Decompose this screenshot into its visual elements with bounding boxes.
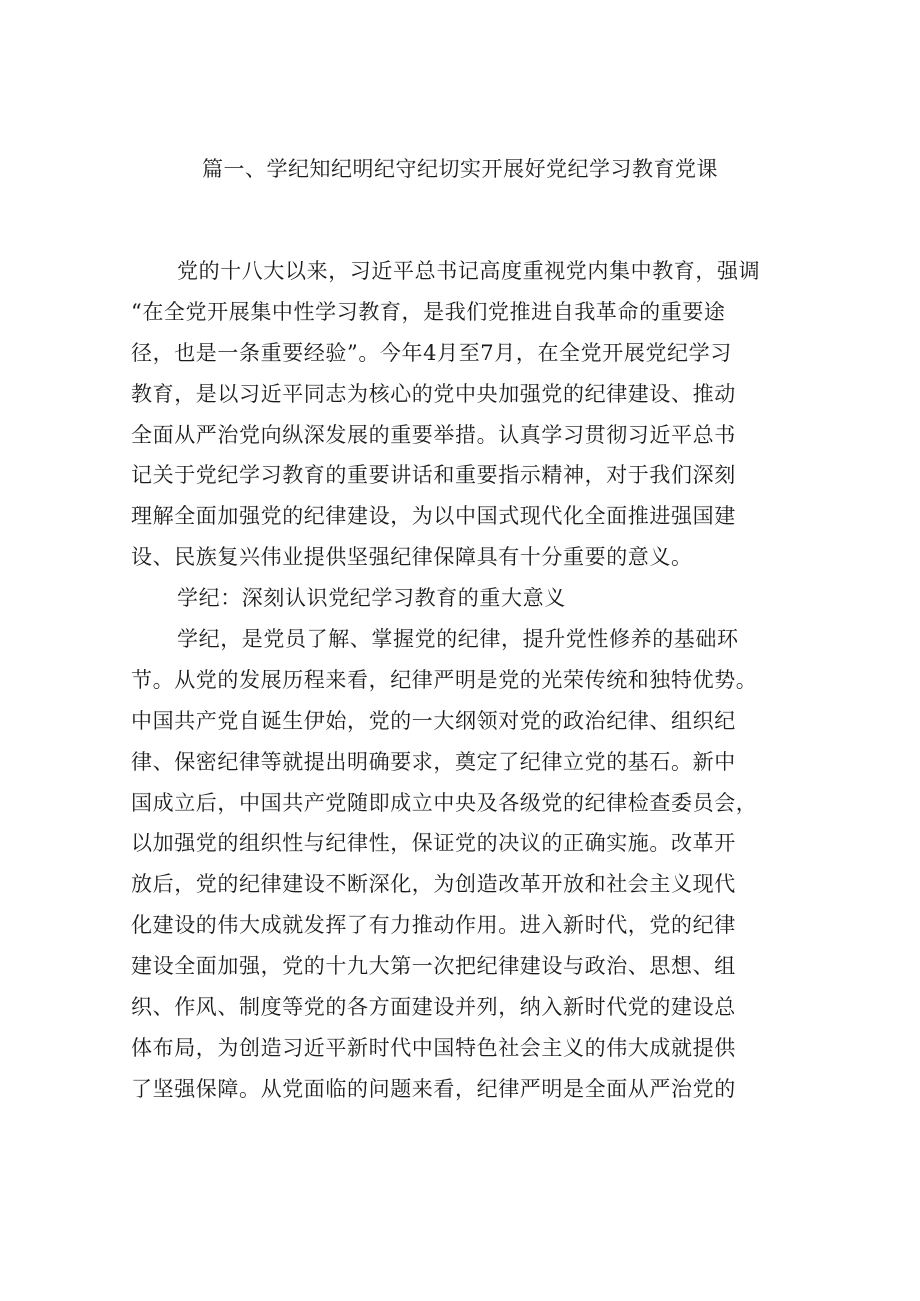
- paragraph-line: 建设全面加强，党的十九大第一次把纪律建设与政治、思想、组: [131, 954, 736, 979]
- paragraph-line: 节。从党的发展历程来看，纪律严明是党的光荣传统和独特优势。: [131, 667, 758, 692]
- paragraph-line: 了坚强保障。从党面临的问题来看，纪律严明是全面从严治党的: [131, 1076, 736, 1101]
- paragraph-line: 化建设的伟大成就发挥了有力推动作用。进入新时代，党的纪律: [131, 913, 736, 938]
- paragraph-line: 体布局，为创造习近平新时代中国特色社会主义的伟大成就提供: [131, 1035, 736, 1060]
- paragraph-line: 放后，党的纪律建设不断深化，为创造改革开放和社会主义现代: [131, 872, 736, 897]
- paragraph-line: 学纪，是党员了解、掌握党的纪律，提升党性修养的基础环: [177, 627, 739, 652]
- paragraph-line: 律、保密纪律等就提出明确要求，奠定了纪律立党的基石。新中: [131, 749, 736, 774]
- paragraph-line: 全面从严治党向纵深发展的重要举措。认真学习贯彻习近平总书: [131, 422, 736, 447]
- paragraph-line: 织、作风、制度等党的各方面建设并列，纳入新时代党的建设总: [131, 995, 736, 1020]
- paragraph-line: 中国共产党自诞生伊始，党的一大纲领对党的政治纪律、组织纪: [131, 708, 736, 733]
- paragraph-line: 径，也是一条重要经验”。今年4月至7月，在全党开展党纪学习: [131, 340, 732, 365]
- paragraph-line: 国成立后，中国共产党随即成立中央及各级党的纪律检查委员会，: [131, 790, 758, 815]
- paragraph-line: 教育，是以习近平同志为核心的党中央加强党的纪律建设、推动: [131, 381, 736, 406]
- section-heading: 学纪：深刻认识党纪学习教育的重大意义: [177, 586, 566, 611]
- paragraph-line: “在全党开展集中性学习教育，是我们党推进自我革命的重要途: [131, 299, 726, 324]
- paragraph-line: 以加强党的组织性与纪律性，保证党的决议的正确实施。改革开: [131, 831, 736, 856]
- document-title: 篇一、学纪知纪明纪守纪切实开展好党纪学习教育党课: [202, 157, 718, 181]
- paragraph-line: 记关于党纪学习教育的重要讲话和重要指示精神，对于我们深刻: [131, 463, 736, 488]
- paragraph-line: 理解全面加强党的纪律建设，为以中国式现代化全面推进强国建: [131, 504, 736, 529]
- paragraph-line: 设、民族复兴伟业提供坚强纪律保障具有十分重要的意义。: [131, 545, 693, 570]
- paragraph-line: 党的十八大以来，习近平总书记高度重视党内集中教育，强调: [177, 259, 761, 283]
- document-body: [131, 251, 795, 1110]
